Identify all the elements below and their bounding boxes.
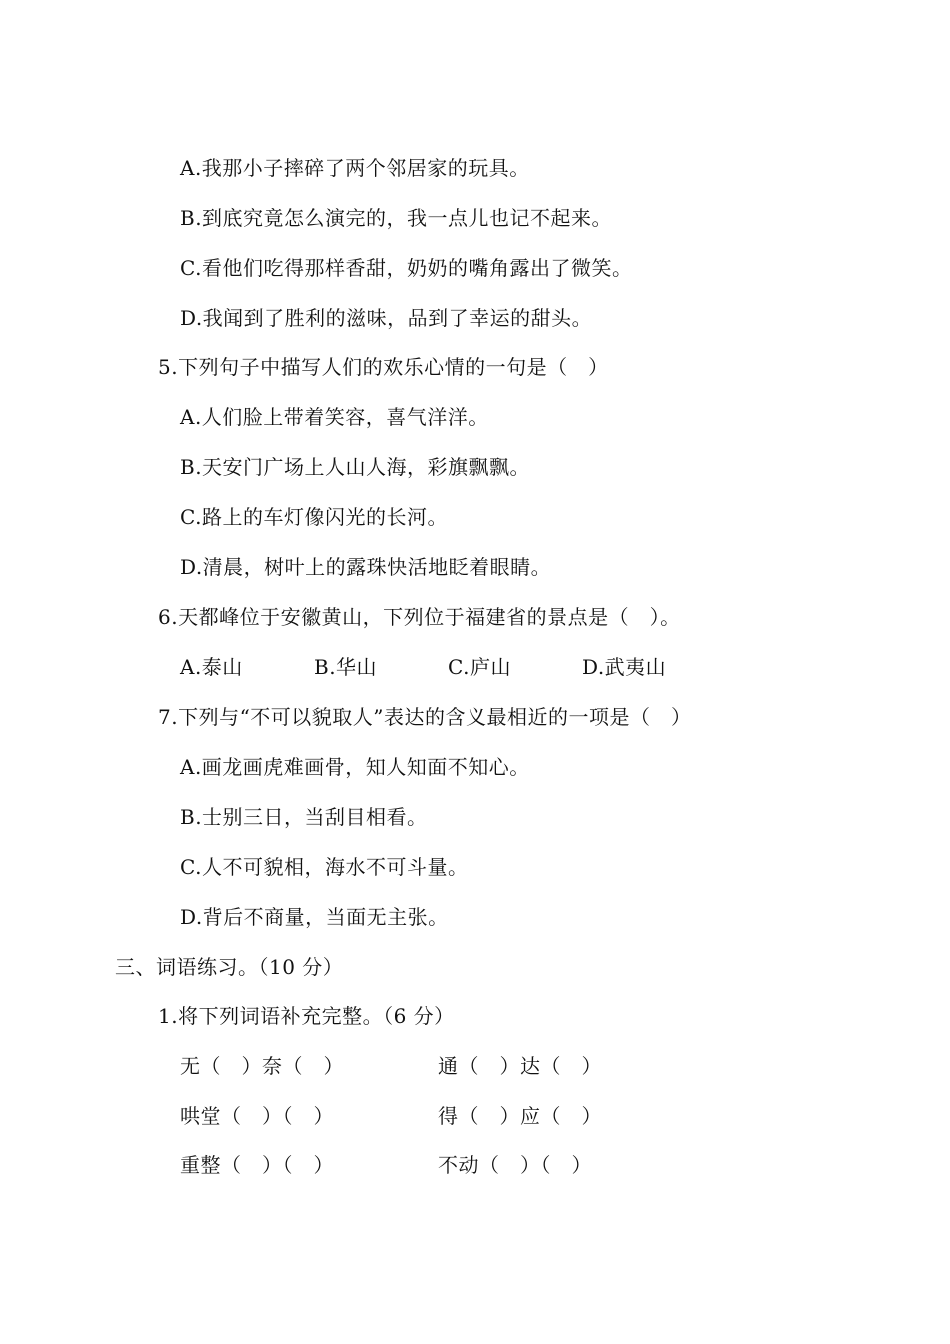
- q6-option-a: A.泰山: [180, 655, 243, 679]
- q7-option-a: A.画龙画虎难画骨，知人知面不知心。: [180, 755, 530, 779]
- q5-option-a: A.人们脸上带着笑容，喜气洋洋。: [180, 405, 489, 429]
- q6-stem: 6.天都峰位于安徽黄山，下列位于福建省的景点是（ ）。: [158, 605, 681, 629]
- q7-stem: 7.下列与“不可以貌取人”表达的含义最相近的一项是（ ）: [158, 705, 692, 729]
- q4-option-b: B.到底究竟怎么演完的，我一点儿也记不起来。: [180, 206, 613, 230]
- q6-option-c: C.庐山: [448, 655, 511, 679]
- q5-option-d: D.清晨，树叶上的露珠快活地眨着眼睛。: [180, 555, 552, 579]
- q6-option-d: D.武夷山: [582, 655, 667, 679]
- q5-option-b: B.天安门广场上人山人海，彩旗飘飘。: [180, 455, 531, 479]
- q6-option-b: B.华山: [314, 655, 378, 679]
- word-fill-2-right: 得（ ）应（ ）: [438, 1104, 602, 1128]
- q5-stem: 5.下列句子中描写人们的欢乐心情的一句是（ ）: [158, 355, 609, 379]
- q4-option-a: A.我那小子摔碎了两个邻居家的玩具。: [180, 156, 530, 180]
- q5-option-c: C.路上的车灯像闪光的长河。: [180, 505, 448, 529]
- q7-option-d: D.背后不商量，当面无主张。: [180, 905, 449, 929]
- q7-option-b: B.士别三日，当刮目相看。: [180, 805, 428, 829]
- q4-option-c: C.看他们吃得那样香甜，奶奶的嘴角露出了微笑。: [180, 256, 633, 280]
- section3-title: 三、词语练习。（10 分）: [115, 955, 344, 979]
- word-fill-2-left: 哄堂（ ）（ ）: [180, 1104, 334, 1128]
- word-fill-3-right: 不动（ ）（ ）: [438, 1153, 592, 1177]
- word-fill-1-left: 无（ ）奈（ ）: [180, 1054, 344, 1078]
- q7-option-c: C.人不可貌相，海水不可斗量。: [180, 855, 469, 879]
- word-fill-1-right: 通（ ）达（ ）: [438, 1054, 602, 1078]
- word-fill-3-left: 重整（ ）（ ）: [180, 1153, 334, 1177]
- q4-option-d: D.我闻到了胜利的滋味，品到了幸运的甜头。: [180, 306, 593, 330]
- section3-sub1: 1.将下列词语补充完整。（6 分）: [158, 1004, 455, 1028]
